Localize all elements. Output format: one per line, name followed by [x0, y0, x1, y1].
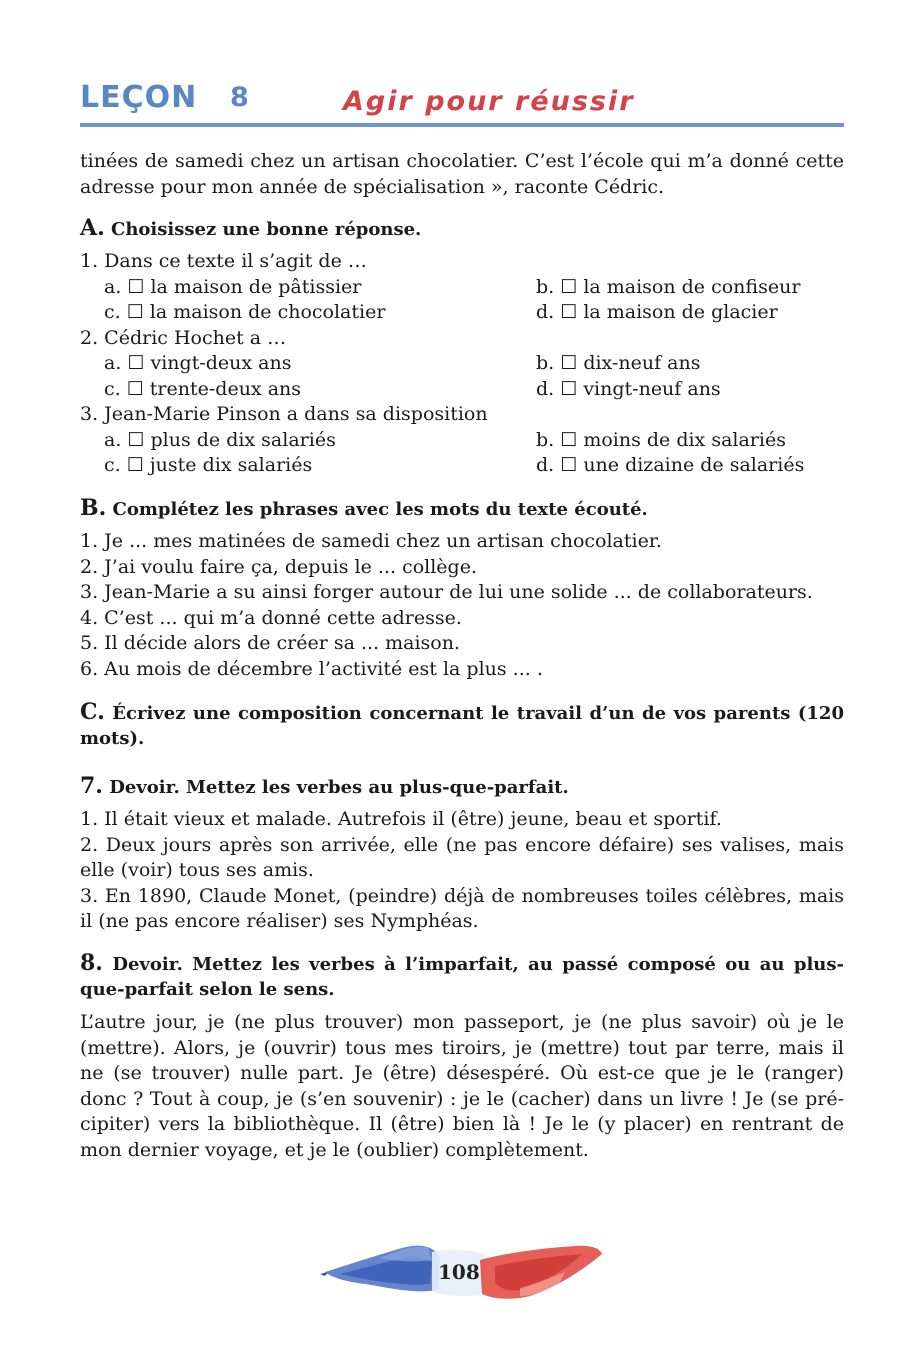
option-d[interactable]: d. ☐ vingt-neuf ans — [536, 377, 721, 400]
section-c-heading — [80, 700, 844, 751]
exercise-7-title: Devoir. Mettez les verbes au plus-que-parfait. — [109, 777, 569, 798]
question-2-options-row-1 — [80, 351, 844, 377]
header-divider — [80, 123, 844, 127]
exercise-7-sentence-3: 3. En 1890, Claude Monet, (peindre) déjà de nombreuses toiles célèbres, mais il (ne pas encore réaliser) ses Nymphéas. — [80, 884, 844, 932]
page-footer — [320, 1238, 605, 1313]
sentence-3: 3. Jean-Marie a su ainsi forger autour de lui une solide ... de collaborateurs. — [80, 581, 813, 603]
question-2-options-row-2 — [80, 377, 844, 403]
lesson-number: 8 — [230, 82, 249, 113]
sentence-4: 4. C’est ... qui m’a donné cette adresse. — [80, 606, 462, 629]
sentence-1: 1. Je ... mes matinées de samedi chez un artisan chocolatier. — [80, 530, 662, 552]
exercise-8-text: L’autre jour, je (ne plus trouver) mon passeport, je (ne plus savoir) où je le (mettre). Alors, je (ouvrir) tous mes tiroirs, je (mettre) tout par terre, mais il ne (se trouver) nulle part. Je (être) désespéré. Où est-ce que je le (ranger) donc ? Tout à coup, je (s’en souvenir) : je le (cacher) dans un livre ! Je (se pré-cipiter) vers la bibliothèque. Il (être) bien là ! Je le (y placer) en rentrant de mon dernier voyage, et je le (oublier) complètement. — [80, 1011, 844, 1161]
section-b — [80, 496, 844, 682]
section-b-title: Complétez les phrases avec les mots du texte écouté. — [112, 499, 648, 520]
lesson-label: LEÇON — [80, 80, 198, 115]
exercise-8 — [80, 951, 844, 1163]
question-3-options-row-2 — [80, 453, 844, 479]
section-c-title: Écrivez une composition concernant le travail d’un de vos parents (120 mots). — [80, 703, 844, 749]
option-c[interactable]: c. ☐ trente-deux ans — [104, 377, 302, 400]
lesson-title: Agir pour réussir — [343, 86, 635, 117]
exercise-7-number: 7. — [80, 773, 103, 799]
question-3: 3. Jean-Marie Pinson a dans sa disposition — [80, 403, 488, 425]
exercise-7-heading — [80, 774, 844, 800]
option-d[interactable]: d. ☐ une dizaine de salariés — [536, 454, 805, 476]
option-b[interactable]: b. ☐ la maison de confiseur — [536, 275, 801, 298]
question-1: 1. Dans ce texte il s’agit de … — [80, 250, 367, 272]
sentence-6: 6. Au mois de décembre l’activité est la plus ... . — [80, 657, 543, 680]
section-a-letter: A. — [80, 215, 105, 241]
exercise-7-sentence-1: 1. Il était vieux et malade. Autrefois il (être) jeune, beau et sportif. — [80, 808, 722, 830]
question-3-options-row-1 — [80, 428, 844, 454]
exercise-8-title: Devoir. Mettez les verbes à l’imparfait, au passé composé ou au plus-que-parfait selon le sens. — [80, 954, 844, 1000]
option-d[interactable]: d. ☐ la maison de glacier — [536, 301, 778, 323]
section-a — [80, 216, 844, 479]
lesson-header — [80, 0, 844, 128]
page — [80, 0, 844, 1161]
option-b[interactable]: b. ☐ moins de dix salariés — [536, 428, 786, 451]
question-1-options-row-2 — [80, 300, 844, 326]
exercise-7 — [80, 774, 844, 935]
section-a-heading — [80, 216, 844, 242]
section-c-letter: C. — [80, 699, 105, 725]
section-b-letter: B. — [80, 495, 107, 521]
option-c[interactable]: c. ☐ la maison de chocolatier — [104, 301, 386, 323]
exercise-8-number: 8. — [80, 950, 103, 976]
sentence-list — [80, 529, 844, 682]
section-a-title: Choisissez une bonne réponse. — [111, 219, 422, 240]
sentence-5: 5. Il décide alors de créer sa ... maison. — [80, 632, 461, 654]
question-list — [80, 249, 844, 479]
option-c[interactable]: c. ☐ juste dix salariés — [104, 454, 313, 476]
page-number: 108 — [438, 1260, 480, 1284]
sentence-2: 2. J’ai voulu faire ça, depuis le ... collège. — [80, 555, 477, 578]
exercise-8-heading — [80, 951, 844, 1002]
option-b[interactable]: b. ☐ dix-neuf ans — [536, 352, 701, 374]
section-c — [80, 700, 844, 751]
option-a[interactable]: a. ☐ plus de dix salariés — [104, 428, 336, 451]
question-2: 2. Cédric Hochet a … — [80, 326, 287, 349]
exercise-7-sentence-2: 2. Deux jours après son arrivée, elle (ne pas encore défaire) ses valises, mais elle (voir) tous ses amis. — [80, 833, 844, 881]
option-a[interactable]: a. ☐ la maison de pâtissier — [104, 275, 362, 298]
option-a[interactable]: a. ☐ vingt-deux ans — [104, 352, 292, 374]
section-b-heading — [80, 496, 844, 522]
question-1-options-row-1 — [80, 275, 844, 301]
intro-paragraph: tinées de samedi chez un artisan chocolatier. C’est l’école qui m’a donné cette adresse pour mon année de spécialisation », raconte Cédric. — [80, 150, 844, 198]
exercise-7-sentences — [80, 807, 844, 935]
